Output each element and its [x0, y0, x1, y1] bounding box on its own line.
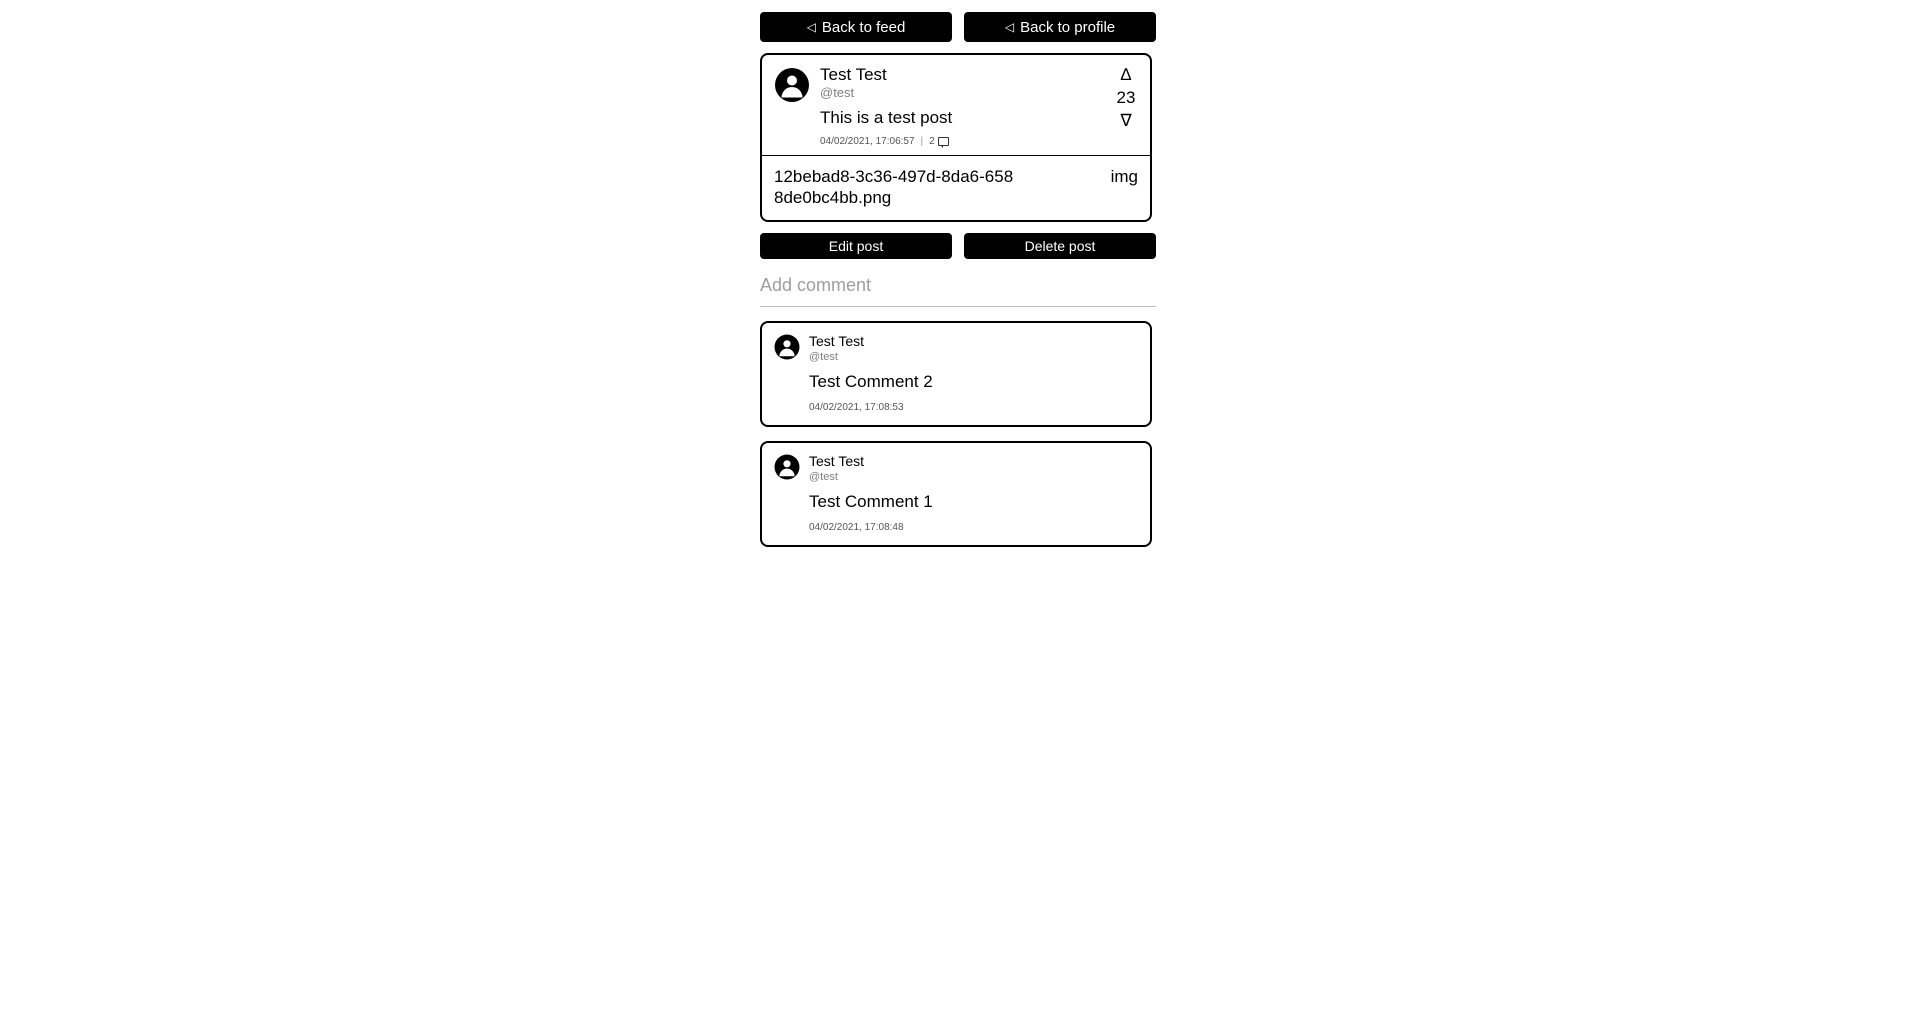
avatar: [774, 334, 800, 360]
downvote-icon[interactable]: ∇: [1120, 111, 1132, 130]
post-attachment[interactable]: [762, 155, 1150, 220]
comment-icon: [938, 137, 949, 146]
back-to-feed-label: Back to feed: [821, 18, 906, 36]
post-actions: [760, 233, 1156, 259]
back-to-profile-label: Back to profile: [1020, 18, 1116, 36]
comment-timestamp: 04/02/2021, 17:08:48: [809, 522, 904, 533]
post-card: [760, 53, 1152, 222]
comment-count-value: 2: [929, 136, 935, 147]
upvote-icon[interactable]: ∆: [1120, 65, 1132, 84]
post-comment-count: [929, 136, 949, 147]
comment-text: Test Comment 2: [809, 372, 933, 391]
list-item: [760, 441, 1152, 547]
comment-author-name: Test Test: [809, 453, 864, 469]
avatar: [774, 67, 810, 103]
attachment-filename: 12bebad8-3c36-497d-8da6-6588de0bc4bb.png: [774, 167, 1014, 207]
vote-controls: [1112, 65, 1140, 131]
add-comment-form: [760, 275, 1156, 307]
back-arrow-icon: ◁: [806, 20, 816, 34]
post-author-handle: @test: [820, 85, 855, 100]
comment-timestamp: 04/02/2021, 17:08:53: [809, 402, 904, 413]
list-item: [760, 321, 1152, 427]
delete-post-button[interactable]: Delete post: [964, 233, 1156, 259]
back-arrow-icon: ◁: [1004, 20, 1015, 34]
vote-count: 23: [1116, 88, 1136, 107]
post-text: This is a test post: [820, 108, 953, 127]
back-to-profile-button[interactable]: [964, 12, 1156, 42]
meta-separator: |: [920, 136, 924, 147]
navigation-buttons: [760, 12, 1156, 42]
comment-text: Test Comment 1: [809, 492, 933, 511]
comment-author-handle: @test: [809, 351, 838, 363]
comment-body: [809, 453, 1138, 533]
post-meta: [820, 136, 1138, 147]
back-to-feed-button[interactable]: [760, 12, 952, 42]
comment-body: [809, 333, 1138, 413]
edit-post-button[interactable]: Edit post: [760, 233, 952, 259]
post-timestamp: 04/02/2021, 17:06:57: [820, 136, 915, 147]
comment-author-handle: @test: [809, 471, 838, 483]
post-detail-column: [760, 12, 1156, 547]
attachment-type-label: img: [1110, 167, 1138, 186]
post-main: [762, 55, 1150, 155]
comment-author-name: Test Test: [809, 333, 864, 349]
post-author-name: Test Test: [820, 65, 887, 84]
post-body: [820, 65, 1138, 147]
add-comment-input[interactable]: [760, 275, 1156, 307]
avatar: [774, 454, 800, 480]
